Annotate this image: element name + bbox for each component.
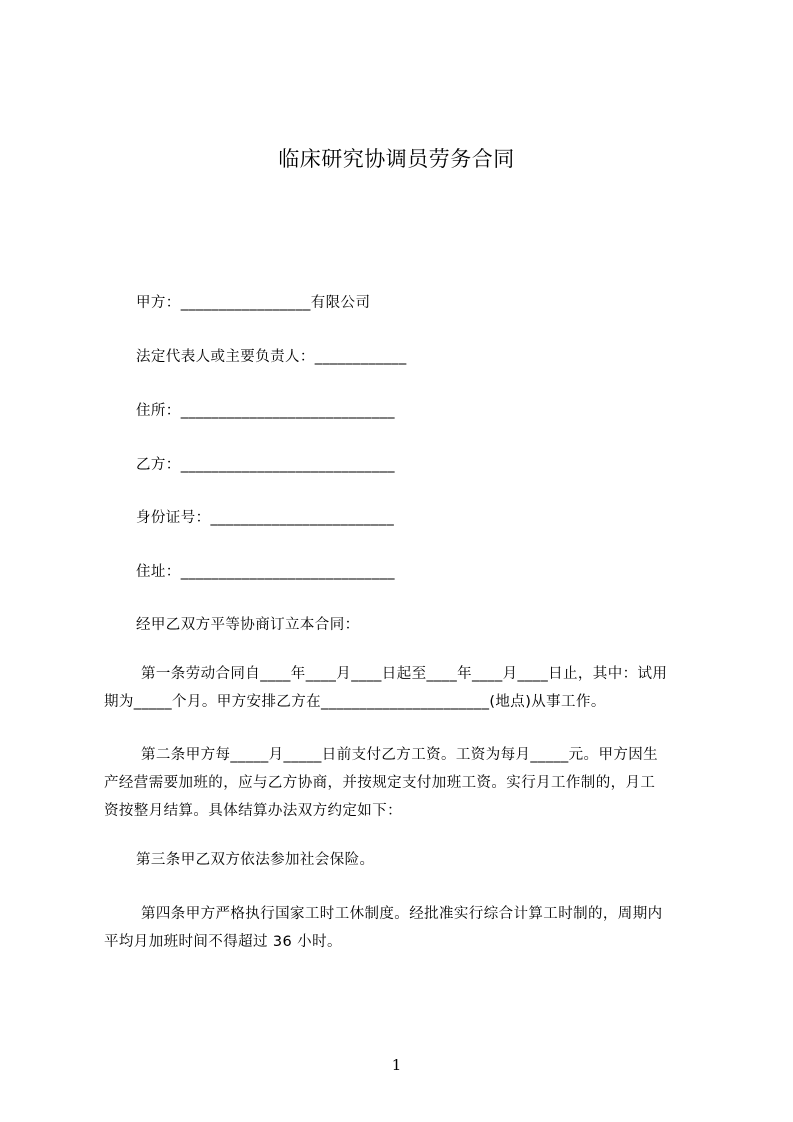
legal-representative-field: 法定代表人或主要负责人：____________ (136, 349, 407, 365)
party-b-field: 乙方：____________________________ (136, 457, 395, 473)
party-b-address-field: 住址：____________________________ (136, 564, 395, 580)
article-2 (104, 741, 717, 825)
party-a-address-field: 住所：____________________________ (136, 403, 395, 419)
article-4 (104, 900, 717, 956)
article-2-line-2: 产经营需要加班的，应与乙方协商，并按规定支付加班工资。实行月工作制的，月工 (104, 775, 656, 791)
id-number-field: 身份证号：________________________ (136, 510, 395, 526)
page-number: 1 (391, 1056, 402, 1074)
contract-title: 临床研究协调员劳务合同 (278, 147, 515, 171)
article-3 (136, 846, 712, 874)
article-1-line-1: 第一条劳动合同自____年____月____日起至____年____月____日止，其中：试用 (141, 666, 668, 682)
article-1 (104, 660, 717, 716)
intro-text: 经甲乙双方平等协商订立本合同： (136, 617, 360, 633)
article-4-line-1: 第四条甲方严格执行国家工时工休制度。经批准实行综合计算工时制的，周期内 (141, 906, 663, 922)
article-2-line-3: 资按整月结算。具体结算办法双方约定如下： (104, 803, 402, 819)
article-2-line-1: 第二条甲方每_____月_____日前支付乙方工资。工资为每月_____元。甲方因生 (141, 747, 659, 763)
article-4-line-2: 平均月加班时间不得超过 36 小时。 (104, 934, 342, 950)
party-a-field: 甲方：_________________有限公司 (136, 295, 371, 311)
article-3-line-1: 第三条甲乙双方依法参加社会保险。 (136, 852, 375, 868)
article-1-line-2: 期为_____个月。甲方安排乙方在______________________(地点)从事工作。 (104, 694, 606, 710)
